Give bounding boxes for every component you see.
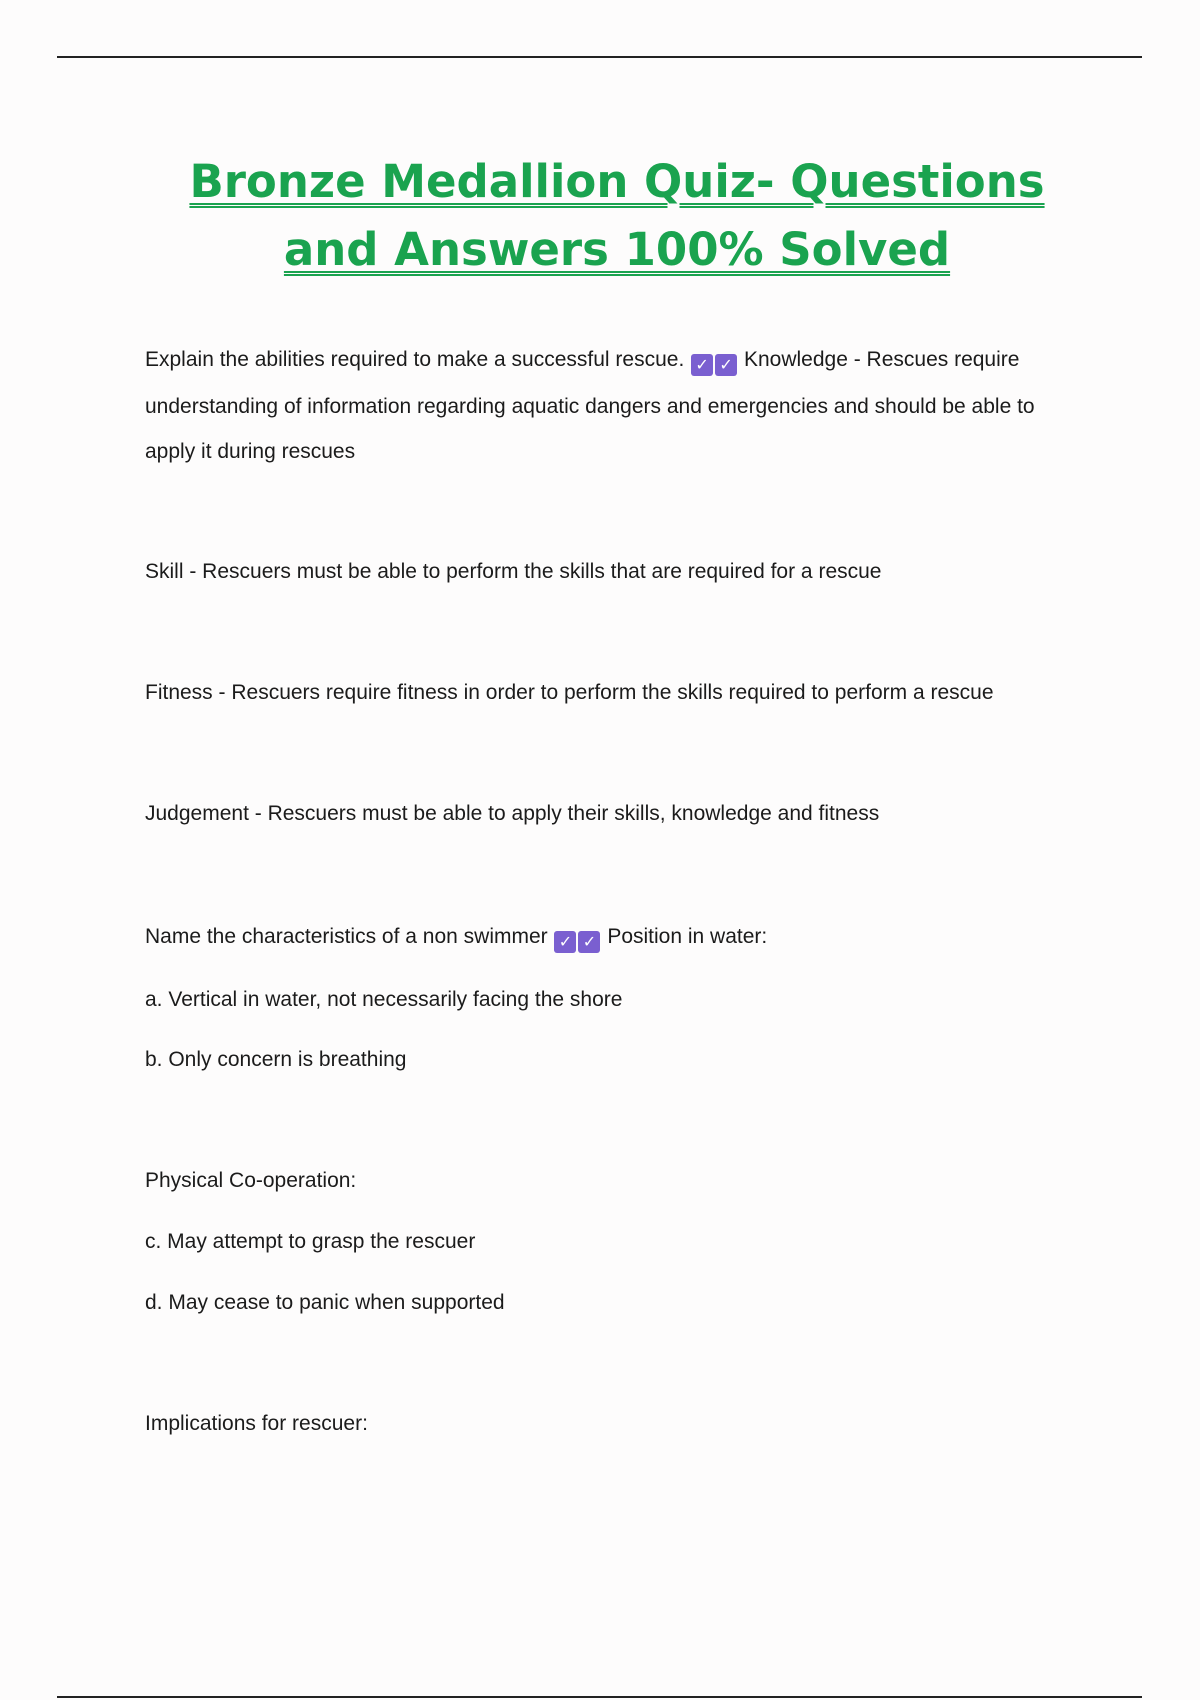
q1-answer-line-2: understanding of information regarding aquatic dangers and emergencies and should be able to: [145, 395, 1035, 418]
q1-skill: Skill - Rescuers must be able to perform the skills that are required for a rescue: [145, 560, 882, 583]
checkbox-checked-icon: ✓: [715, 354, 737, 376]
q1-line-1: [145, 347, 1019, 376]
q1-question: Explain the abilities required to make a successful rescue.: [145, 348, 685, 371]
q2-item-a: a. Vertical in water, not necessarily facing the shore: [145, 988, 623, 1011]
q1-fitness: Fitness - Rescuers require fitness in order to perform the skills required to perform a rescue: [145, 681, 994, 704]
title-line-1: Bronze Medallion Quiz- Questions: [189, 155, 1045, 208]
q2-physical-heading: Physical Co-operation:: [145, 1169, 357, 1192]
q1-answer-line-3: apply it during rescues: [145, 440, 356, 463]
bottom-rule: [57, 1696, 1142, 1698]
q2-answer-start: Position in water:: [607, 925, 768, 948]
q2-item-b: b. Only concern is breathing: [145, 1048, 407, 1071]
q2-item-c: c. May attempt to grasp the rescuer: [145, 1230, 476, 1253]
checkbox-checked-icon: ✓: [578, 931, 600, 953]
checkbox-checked-icon: ✓: [691, 354, 713, 376]
q1-judgement: Judgement - Rescuers must be able to apply their skills, knowledge and fitness: [145, 802, 880, 825]
q2-item-d: d. May cease to panic when supported: [145, 1291, 505, 1314]
q2-question: Name the characteristics of a non swimmer: [145, 925, 548, 948]
q2-line-1: [145, 924, 767, 953]
top-rule: [57, 56, 1142, 58]
document-title: [0, 148, 1200, 284]
q1-answer-start: Knowledge - Rescues require: [743, 348, 1020, 371]
checkbox-checked-icon: ✓: [554, 931, 576, 953]
title-line-2: and Answers 100% Solved: [283, 223, 951, 276]
q2-implications-heading: Implications for rescuer:: [145, 1412, 368, 1435]
